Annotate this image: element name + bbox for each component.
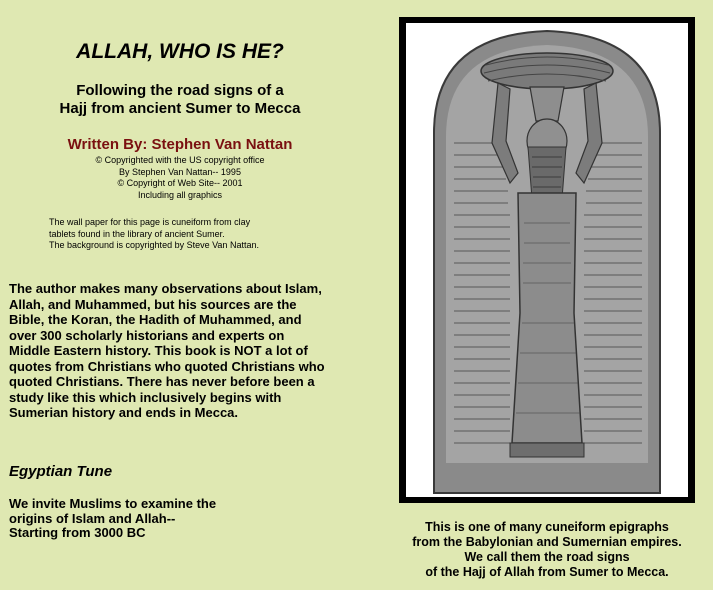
caption-line: of the Hajj of Allah from Sumer to Mecca. <box>425 565 669 579</box>
invite-line: Starting from 3000 BC <box>9 525 146 540</box>
invite-line: origins of Islam and Allah-- <box>9 510 176 526</box>
wallpaper-note <box>49 217 349 252</box>
copyright-block <box>0 155 360 201</box>
intro-line: study like this which inclusively begins with <box>9 389 282 405</box>
copyright-line: Including all graphics <box>137 189 223 200</box>
intro-line: over 300 scholarly historians and experts on <box>9 327 285 343</box>
intro-line: Sumerian history and ends in Mecca. <box>9 405 239 420</box>
wallpaper-note-line: tablets found in the library of ancient Sumer. <box>49 228 225 239</box>
wallpaper-note-line: The background is copyrighted by Steve Van Nattan. <box>49 240 259 250</box>
intro-line: Allah, and Muhammed, but his sources are the <box>9 296 297 312</box>
image-caption <box>399 520 695 580</box>
intro-line: The author makes many observations about Islam, <box>9 281 322 296</box>
caption-line: from the Babylonian and Sumernian empires. <box>412 535 682 549</box>
subtitle-line: Hajj from ancient Sumer to Mecca <box>59 100 301 117</box>
cuneiform-stele-image <box>406 23 688 497</box>
intro-line: Middle Eastern history. This book is NOT a lot of <box>9 343 308 358</box>
invite-paragraph <box>9 497 309 541</box>
subtitle-line: Following the road signs of a <box>76 82 284 99</box>
caption-line: This is one of many cuneiform epigraphs <box>425 520 669 534</box>
invite-line: We invite Muslims to examine the <box>9 496 217 511</box>
caption-line: We call them the road signs <box>464 550 630 564</box>
copyright-line: © Copyright of Web Site-- 2001 <box>117 178 243 188</box>
intro-line: quotes from Christians who quoted Christians who <box>9 358 325 374</box>
copyright-line: By Stephen Van Nattan-- 1995 <box>119 166 241 177</box>
egyptian-tune-label: Egyptian Tune <box>9 463 113 480</box>
author-credit: Written By: Stephen Van Nattan <box>67 136 293 153</box>
page-title: ALLAH, WHO IS HE? <box>76 40 284 63</box>
page-subtitle <box>0 82 360 118</box>
copyright-line: © Copyrighted with the US copyright office <box>95 155 265 165</box>
intro-paragraph <box>9 281 339 421</box>
intro-line: Bible, the Koran, the Hadith of Muhammed, and <box>9 312 302 327</box>
intro-line: quoted Christians. There has never before been a <box>9 374 315 389</box>
stele-image-frame <box>399 17 695 503</box>
wallpaper-note-line: The wall paper for this page is cuneiform from clay <box>49 217 251 227</box>
